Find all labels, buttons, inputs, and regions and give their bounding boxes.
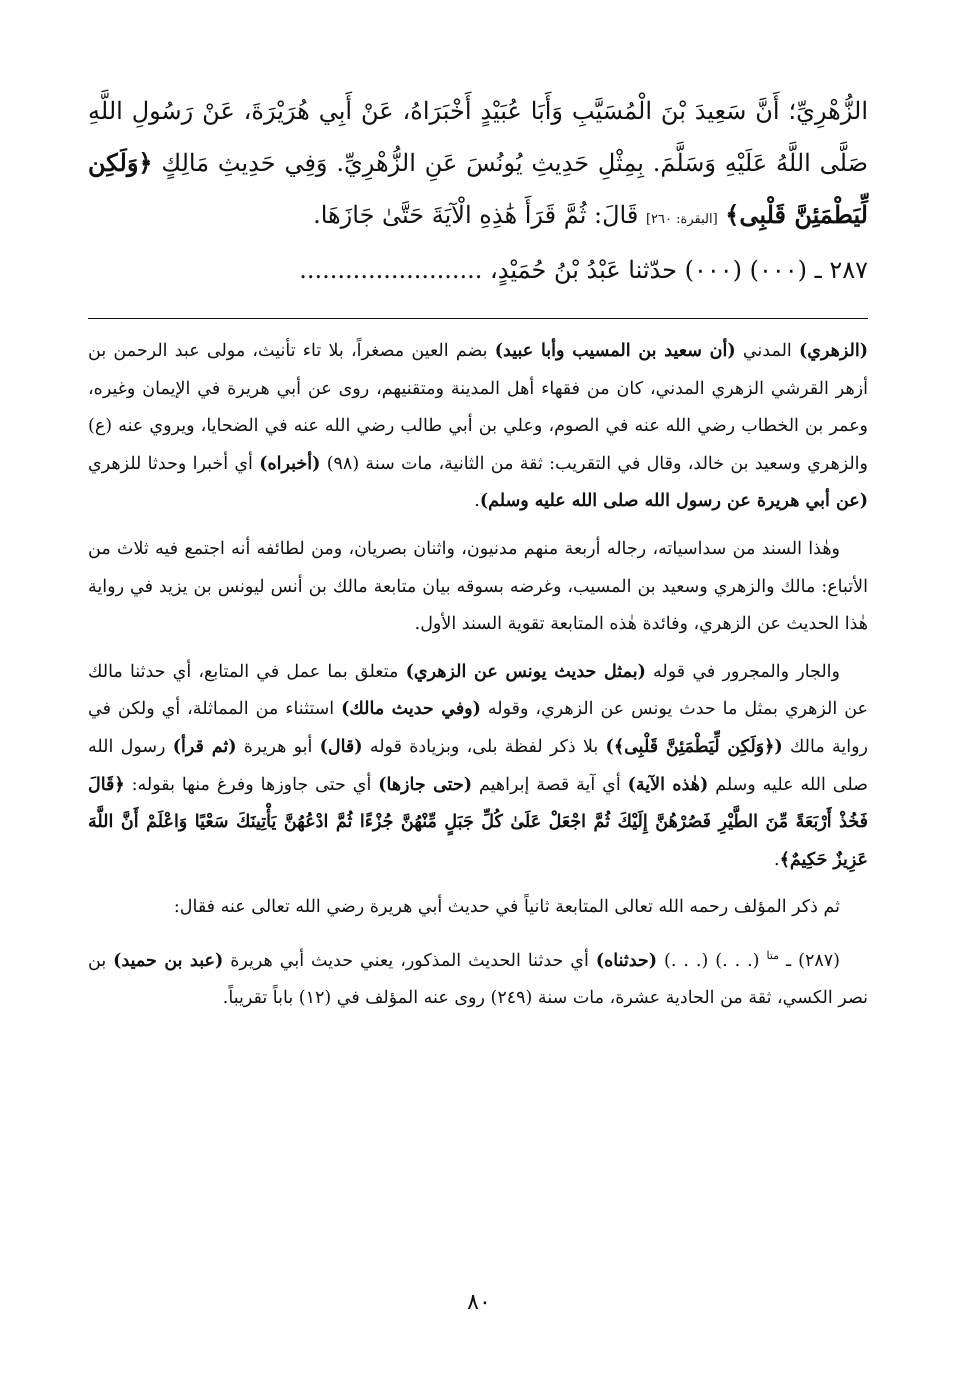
bold-term: (عن أبي هريرة عن رسول الله صلى الله عليه وسلم): [479, 491, 868, 512]
commentary-text: (. . .) (. . .): [657, 950, 767, 971]
commentary-text: أي أخبرا وحدثا للزهري: [88, 453, 260, 474]
bold-term: (ثم قرأ): [172, 736, 237, 757]
commentary-text: متعلق بما عمل في المتابع، أي حدثنا مالك عن الزهري بمثل ما حدث يونس عن الزهري، وقوله: [88, 661, 868, 720]
commentary-paragraph-3: [88, 654, 868, 880]
hadith-line-1: الزُّهْرِيِّ؛ أَنَّ سَعِيدَ بْنَ الْمُسَيَّبِ وَأَبَا عُبَيْدٍ أَخْبَرَاهُ، عَنْ أَبِي هُرَيْرَةَ، عَنْ رَسُولِ اللَّهِ صَلَّى اللَّهُ عَلَيْهِ وَسَلَّمَ. بِمِثْلِ حَدِيثِ يُونُسَ عَنِ الزُّهْرِيِّ. وَفِي حَدِيثِ مَالِكٍ: [88, 97, 868, 177]
commentary-text: المدني: [735, 341, 799, 361]
commentary-text: أي آية قصة إبراهيم: [472, 774, 628, 795]
next-hadith-text: ٢٨٧ ـ (٠٠٠) (٠٠٠) حدّثنا عَبْدُ بْنُ حُمَيْدٍ،: [490, 256, 868, 284]
hadith-text: [88, 86, 868, 245]
bold-term: (حتى جازها): [378, 774, 473, 795]
commentary-paragraph-4: ثم ذكر المؤلف رحمه الله تعالى المتابعة ثانياً في حديث أبي هريرة رضي الله تعالى عنه فقال:: [173, 897, 840, 918]
commentary-text: بن نصر الكسي، ثقة من الحادية عشرة، مات سنة (٢٤٩) روى عنه المؤلف في (١٢) باباً تقريباً.: [88, 950, 868, 1009]
quran-quote: ﴿وَلَكِن لِّيَطْمَئِنَّ قَلْبِى﴾: [88, 148, 868, 229]
commentary-text: أبو هريرة: [236, 736, 320, 757]
bold-term: (الزهري): [799, 341, 868, 361]
commentary-paragraph-5: [88, 937, 868, 1018]
bold-term: (حدثناه): [595, 950, 658, 971]
bold-term: (هٰذه الآية): [627, 774, 709, 795]
bold-term: (قال): [319, 736, 363, 757]
commentary-text: بضم العين مصغراً، بلا تاء تأنيث، مولى عبد الرحمن بن أزهر القرشي الزهري المدني، كان من فقهاء أهل المدينة ومتقنيهم، روى عن أبي هريرة في الإيمان وغيره، وعمر بن الخطاب رضي الله عنه في الصوم، وعلي بن أبي طالب رضي الله عنه في الضحايا، ويروي عنه (ع) والزهري وسعيد بن خالد، وقال في التقريب: ثقة من الثانية، مات سنة (٩٨): [88, 341, 868, 474]
footnote-separator: [88, 318, 868, 319]
continuation-dots: ........................: [299, 256, 483, 284]
quran-reference: [البقرة: ٢٦٠]: [645, 212, 718, 227]
commentary-text: رسول الله صلى الله عليه وسلم: [88, 736, 868, 795]
commentary-paragraph-2: وهٰذا السند من سداسياته، رجاله أربعة منهم مدنيون، واثنان بصريان، ومن لطائفه أنه اجتمع فيه ثلاث من الأتباع: مالك والزهري وسعيد بن المسيب، وغرضه بسوقه بيان متابعة مالك بن أنس ليونس بن يزيد في رواية هٰذا الحديث عن الزهري، وفائدة هٰذه المتابعة تقوية السند الأول.: [88, 538, 868, 635]
commentary-paragraph-1: [88, 333, 868, 521]
next-hadith-heading: [88, 250, 868, 290]
commentary-text: والجار والمجرور في قوله: [645, 661, 840, 682]
bold-term: ﴿قَالَ فَخُذْ أَرْبَعَةً مِّنَ الطَّيْرِ فَصُرْهُنَّ إِلَيْكَ ثُمَّ اجْعَلْ عَلَىٰ كُلِّ جَبَلٍ مِّنْهُنَّ جُزْءًا ثُمَّ ادْعُهُنَّ يَأْتِينَكَ سَعْيًا وَاعْلَمْ أَنَّ اللَّهَ عَزِيزٌ حَكِيمٌ﴾: [88, 774, 868, 870]
superscript-mark: متا: [766, 948, 780, 962]
commentary-text: أي حتى جاوزها وفرغ منها بقوله:: [124, 774, 379, 795]
commentary-text: (٢٨٧) ـ: [779, 950, 840, 971]
bold-term: (أخبراه): [259, 453, 321, 474]
page-number: ٨٠: [467, 1290, 491, 1315]
bold-term: (بمثل حديث يونس عن الزهري): [405, 661, 646, 682]
commentary-text: استثناء من المماثلة، أي ولكن في رواية مالك: [88, 699, 868, 757]
bold-term: (عبد بن حميد): [113, 950, 224, 971]
commentary-section: [88, 333, 868, 1028]
commentary-text: بلا ذكر لفظة بلى، وبزيادة قوله: [362, 736, 606, 757]
hadith-paragraph: [88, 86, 868, 245]
bold-term: (وفي حديث مالك): [341, 699, 481, 720]
commentary-text: .: [474, 491, 480, 512]
bold-term: (أن سعيد بن المسيب وأبا عبيد): [494, 341, 736, 361]
hadith-line-2: قَالَ: ثُمَّ قَرَأَ هَٰذِهِ الْآيَةَ حَتَّىٰ جَازَهَا.: [313, 201, 639, 229]
commentary-text: .: [774, 849, 780, 870]
bold-term: (﴿وَلَكِن لِّيَطْمَئِنَّ قَلْبِى﴾): [605, 736, 783, 757]
commentary-text: أي حدثنا الحديث المذكور، يعني حديث أبي هريرة: [223, 950, 596, 971]
